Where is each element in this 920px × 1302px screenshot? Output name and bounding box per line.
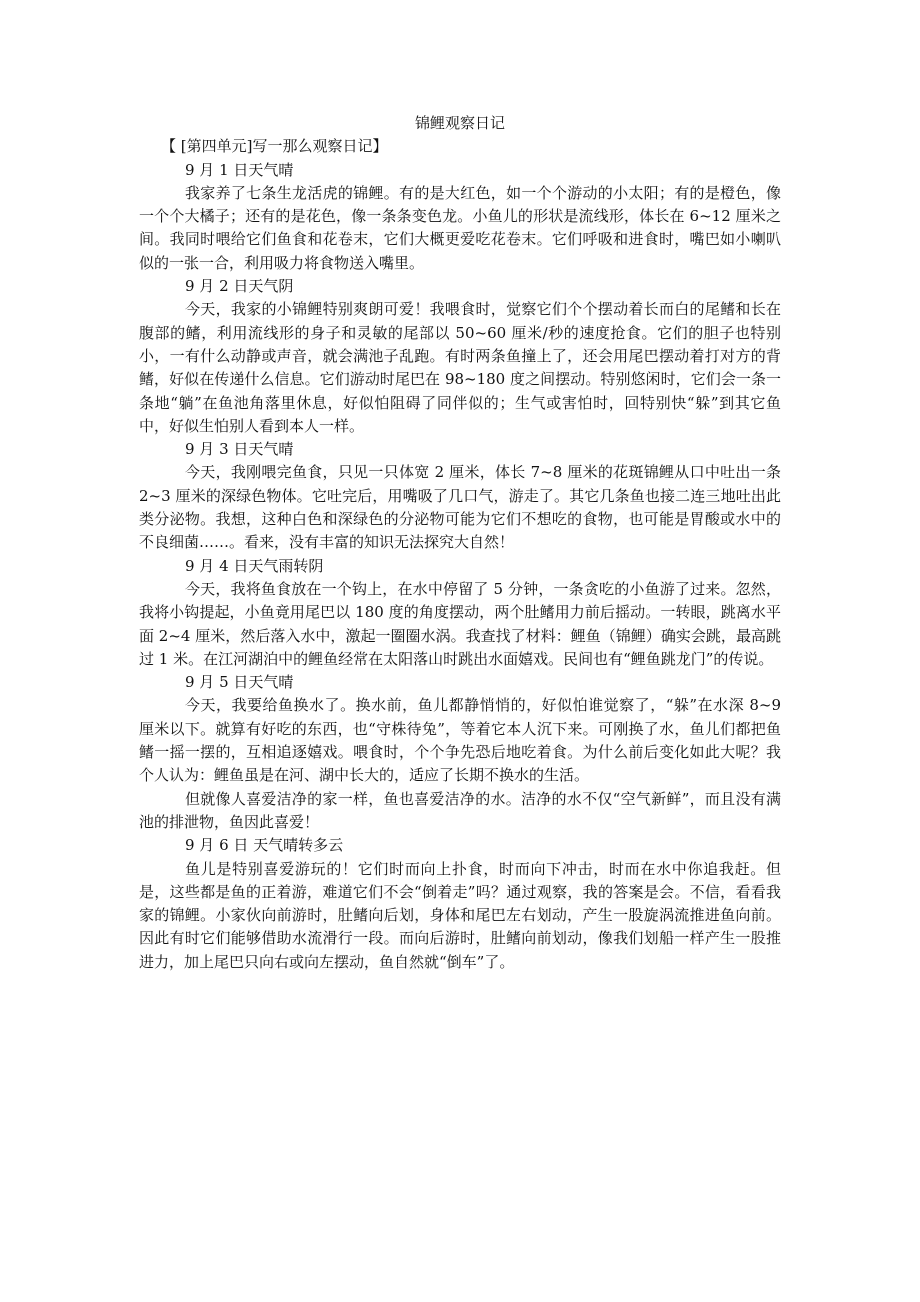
entry-date: 9 月 4 日天气雨转阴 [185, 556, 324, 575]
entry-paragraph: 但就像人喜爱洁净的家一样，鱼也喜爱洁净的水。洁净的水不仅“空气新鲜”，而且没有满池的排泄物，鱼因此喜爱！ [139, 789, 781, 831]
diary-entry [139, 834, 781, 974]
entry-date: 9 月 6 日 天气晴转多云 [185, 836, 344, 855]
entry-paragraph: 鱼儿是特别喜爱游玩的！它们时而向上扑食，时而向下冲击，时而在水中你追我赶。但是，这些都是鱼的正着游，难道它们不会“倒着走”吗？通过观察，我的答案是会。不信，看看我家的锦鲤。小家伙向前游时，肚鳍向后划，身体和尾巴左右划动，产生一股旋涡流推进鱼向前。因此有时它们能够借助水流滑行一段。而向后游时，肚鳍向前划动，像我们划船一样产生一股推进力，加上尾巴只向右或向左摆动，鱼自然就“倒车”了。 [139, 859, 781, 971]
diary-entry [139, 438, 781, 554]
document-body [139, 112, 781, 974]
document-title: 锦鲤观察日记 [414, 114, 505, 132]
entry-paragraph: 今天，我将鱼食放在一个钩上，在水中停留了 5 分钟，一条贪吃的小鱼游了过来。忽然，我将小钩提起，小鱼竟用尾巴以 180 度的角度摆动，两个肚鳍用力前后摇动。一转眼，跳离水平面 2~4 厘米，然后落入水中，激起一圈圈水涡。我查找了材料：鲤鱼（锦鲤）确实会跳，最高跳过 1 米。在江河湖泊中的鲤鱼经常在太阳落山时跳出水面嬉戏。民间也有“鲤鱼跳龙门”的传说。 [139, 579, 781, 668]
unit-heading: 【 [第四单元]写一那么观察日记】 [161, 137, 388, 156]
diary-entry [139, 159, 781, 275]
diary-entry [139, 555, 781, 671]
entry-paragraph: 今天，我家的小锦鲤特别爽朗可爱！我喂食时，觉察它们个个摆动着长而白的尾鳍和长在腹部的鳍，利用流线形的身子和灵敏的尾部以 50~60 厘米/秒的速度抢食。它们的胆子也特别小，一有什么动静或声音，就会满池子乱跑。有时两条鱼撞上了，还会用尾巴摆动着打对方的背鳍，好似在传递什么信息。它们游动时尾巴在 98~180 度之间摆动。特别悠闲时，它们会一条一条地“躺”在鱼池角落里休息，好似怕阻碍了同伴似的；生气或害怕时，回特别快“躲”到其它鱼中，好似生怕别人看到本人一样。 [139, 300, 781, 435]
entry-paragraph: 我家养了七条生龙活虎的锦鲤。有的是大红色，如一个个游动的小太阳；有的是橙色，像一个个大橘子；还有的是花色，像一条条变色龙。小鱼儿的形状是流线形，体长在 6~12 厘米之间。我同时喂给它们鱼食和花卷末，它们大概更爱吃花卷末。它们呼吸和进食时，嘴巴如小喇叭似的一张一合，利用吸力将食物送入嘴里。 [139, 183, 781, 272]
entry-paragraph: 今天，我刚喂完鱼食，只见一只体宽 2 厘米，体长 7~8 厘米的花斑锦鲤从口中吐出一条 2~3 厘米的深绿色物体。它吐完后，用嘴吸了几口气，游走了。其它几条鱼也接二连三地吐出此类分泌物。我想，这种白色和深绿色的分泌物可能为它们不想吃的食物，也可能是胃酸或水中的不良细菌……。看来，没有丰富的知识无法探究大自然！ [139, 463, 781, 552]
entry-date: 9 月 3 日天气晴 [185, 440, 294, 459]
entry-paragraph: 今天，我要给鱼换水了。换水前，鱼儿都静悄悄的，好似怕谁觉察了，“躲”在水深 8~9 厘米以下。就算有好吃的东西，也“守株待兔”，等着它本人沉下来。可刚换了水，鱼儿们都把鱼鳍一摇一摆的，互相追逐嬉戏。喂食时，个个争先恐后地吃着食。为什么前后变化如此大呢？我个人认为：鲤鱼虽是在河、湖中长大的，适应了长期不换水的生活。 [139, 696, 781, 785]
entry-date: 9 月 1 日天气晴 [185, 160, 294, 179]
entry-date: 9 月 5 日天气晴 [185, 673, 294, 692]
diary-entry [139, 671, 781, 834]
entry-date: 9 月 2 日天气阴 [185, 277, 294, 296]
diary-entry [139, 275, 781, 438]
